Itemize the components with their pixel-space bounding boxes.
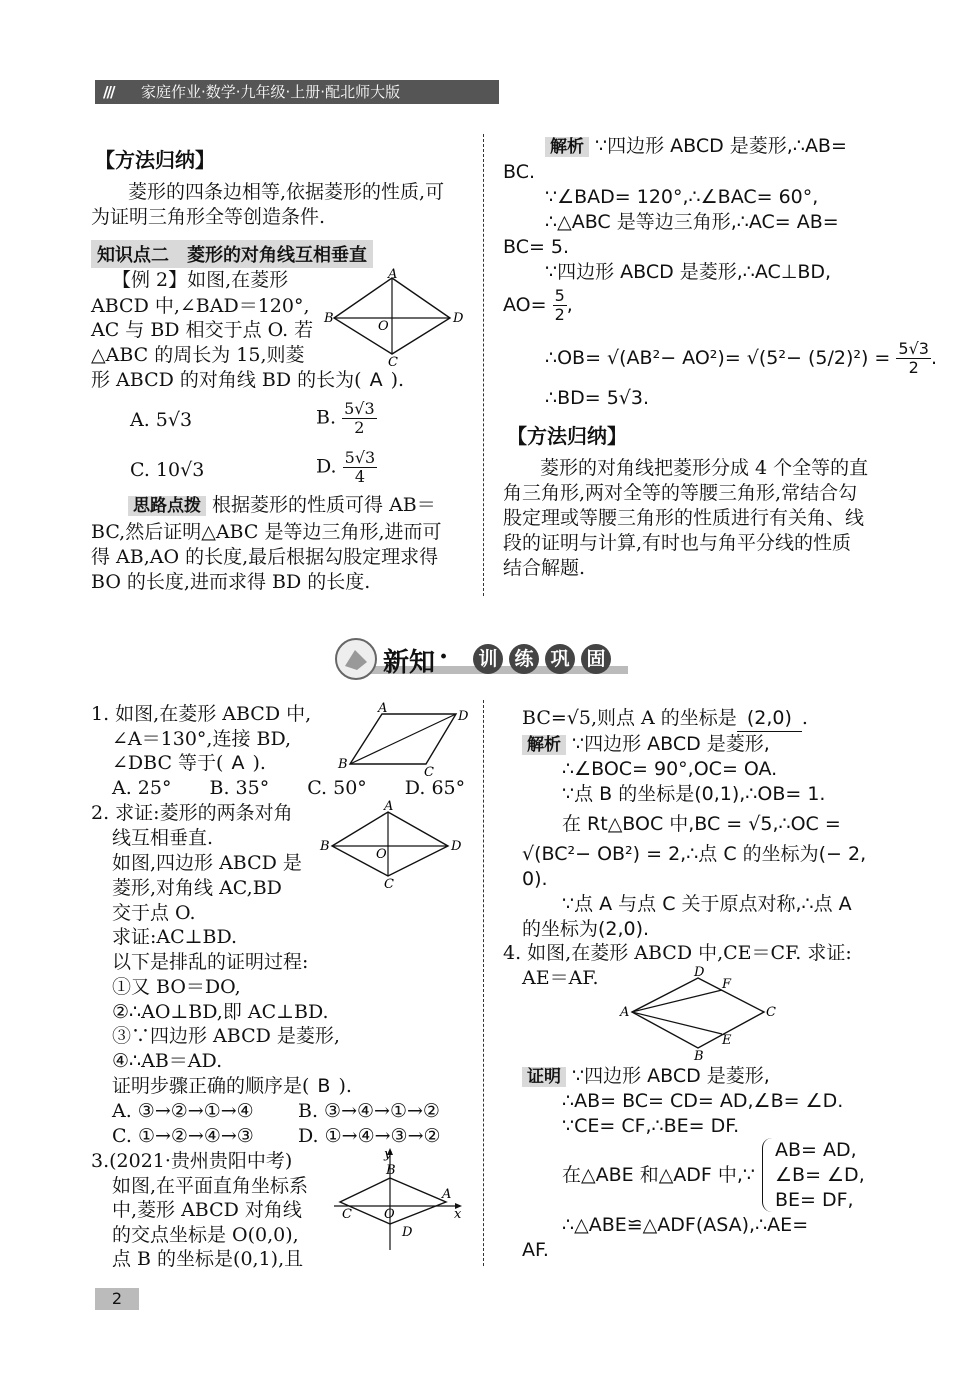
svg-text:A: A	[384, 800, 394, 814]
question-2-text: 求证:AC⊥BD.	[112, 926, 238, 948]
svg-text:C: C	[766, 1005, 776, 1020]
analysis-line: AO= $\frac{5}{2}$ ,	[503, 286, 573, 324]
svg-text:A: A	[378, 702, 388, 716]
method-summary-title: 【方法归纳】	[507, 424, 627, 448]
svg-text:C: C	[388, 355, 398, 366]
svg-text:B: B	[694, 1049, 704, 1062]
question-2-text: 以下是排乱的证明过程:	[112, 951, 309, 973]
svg-text:C: C	[384, 877, 394, 892]
question-3-text: 如图,在平面直角坐标系	[112, 1175, 309, 1197]
option-b: B. ③→④→①→②	[298, 1100, 440, 1122]
option-c: C. ①→②→④→③	[112, 1125, 254, 1147]
analysis-line: ∵四边形 ABCD 是菱形,∴AC⊥BD,	[545, 261, 832, 283]
svg-text:O: O	[384, 1207, 395, 1222]
analysis-line: √(BC²− OB²) = 2,∴点 C 的坐标为(− 2,	[522, 843, 867, 865]
proof-step: ①又 BO＝DO,	[112, 976, 241, 998]
header-title: 家庭作业·数学·九年级·上册·配北师大版	[141, 83, 401, 101]
proof-condition: AB= AD,	[775, 1139, 857, 1161]
option-b: B. $\frac{5√3}{2}$	[316, 399, 375, 437]
proof-condition: BE= DF,	[775, 1189, 854, 1211]
question-3-text: 中,菱形 ABCD 对角线	[112, 1199, 302, 1221]
proof-line: 证明 ∵四边形 ABCD 是菱形,	[522, 1064, 770, 1090]
example-text: ABCD 中,∠BAD＝120°,	[91, 295, 310, 317]
question-2-text: 如图,四边形 ABCD 是	[112, 852, 302, 874]
svg-text:B: B	[338, 757, 348, 772]
proof-step: ④∴AB＝AD.	[112, 1050, 223, 1072]
svg-text:C: C	[424, 765, 434, 776]
analysis-line: 在 Rt△BOC 中,BC = √5,∴OC =	[562, 813, 841, 835]
method-text: 角三角形,两对全等的等腰三角形,常结合勾	[503, 482, 858, 504]
analysis-line: 0).	[522, 868, 548, 890]
answer-blank: (2,0)	[737, 706, 802, 732]
rhombus-figure	[318, 800, 468, 892]
example-text: △ABC 的周长为 15,则菱	[91, 344, 305, 366]
hint-text: BC,然后证明△ABC 是等边三角形,进而可	[91, 521, 442, 543]
option-a: A. 5√3	[130, 409, 193, 431]
hint-text: 得 AB,AO 的长度,最后根据勾股定理求得	[91, 546, 439, 568]
analysis-line: ∴∠BOC= 90°,OC= OA.	[562, 758, 778, 780]
method-text: 为证明三角形全等创造条件.	[91, 206, 326, 228]
banner-dot: ·	[439, 642, 449, 672]
question-1-text: ∠A＝130°,连接 BD,	[112, 728, 292, 750]
banner-char: 练	[509, 644, 539, 674]
svg-text:B: B	[386, 1163, 396, 1178]
analysis-line: ∴OB= √(AB²− AO²)= √(5²− (5/2)²) = $\frac{5√3}{2}$ .	[545, 339, 938, 377]
svg-text:A: A	[388, 268, 398, 282]
analysis-line: ∴△ABC 是等边三角形,∴AC= AB=	[545, 211, 839, 233]
question-3-text: BC=√5,则点 A 的坐标是 (2,0) .	[522, 706, 808, 732]
svg-text:F: F	[722, 977, 732, 992]
knowledge-point-title: 知识点二 菱形的对角线互相垂直	[91, 240, 373, 268]
analysis-line: ∵点 B 的坐标是(0,1),∴OB= 1.	[562, 783, 826, 805]
rhombus-figure	[616, 962, 786, 1062]
answer-text: B	[317, 1075, 331, 1097]
option-d: D. $\frac{5√3}{4}$	[316, 448, 376, 486]
hint-text: 思路点拨 根据菱形的性质可得 AB＝	[128, 493, 436, 519]
analysis-tag: 解析	[545, 137, 589, 157]
analysis-line: 的坐标为(2,0).	[522, 918, 650, 940]
question-2-text: 证明步骤正确的顺序是( B ).	[112, 1075, 352, 1097]
proof-line: AF.	[522, 1239, 549, 1261]
hint-tag: 思路点拨	[128, 496, 206, 516]
svg-text:A: A	[442, 1187, 452, 1202]
question-2-text: 线互相垂直.	[112, 827, 214, 849]
rhombus-figure	[322, 268, 467, 366]
page-number: 2	[95, 1288, 139, 1310]
example-text: AC 与 BD 相交于点 O. 若	[91, 319, 314, 341]
question-1-options: A. 25° B. 35° C. 50° D. 65°	[112, 777, 466, 799]
method-summary-title: 【方法归纳】	[95, 148, 215, 172]
question-1-text: 1. 如图,在菱形 ABCD 中,	[91, 703, 312, 725]
svg-text:x: x	[454, 1207, 462, 1222]
page-header	[95, 80, 499, 104]
method-text: 结合解题.	[503, 557, 586, 579]
svg-text:y: y	[384, 1147, 392, 1162]
analysis-line: 解析 ∵四边形 ABCD 是菱形,	[522, 732, 770, 758]
svg-text:C: C	[342, 1207, 352, 1222]
header-slashes: ///	[103, 83, 114, 101]
svg-text:O: O	[378, 319, 389, 334]
proof-step: ②∴AO⊥BD,即 AC⊥BD.	[112, 1001, 329, 1023]
analysis-line: 解析 ∵四边形 ABCD 是菱形,∴AB=	[545, 134, 847, 160]
proof-line: ∴△ABE≌△ADF(ASA),∴AE=	[562, 1214, 809, 1236]
question-2-text: 菱形,对角线 AC,BD	[112, 877, 282, 899]
parallelogram-figure	[334, 702, 474, 776]
option-d: D. ①→④→③→②	[298, 1125, 441, 1147]
section-banner	[333, 636, 633, 682]
proof-tag: 证明	[522, 1067, 566, 1087]
option-c: C. 10√3	[130, 459, 205, 481]
method-text: 菱形的四条边相等,依据菱形的性质,可	[128, 181, 445, 203]
column-divider-top	[483, 134, 484, 596]
analysis-line: ∴BD= 5√3.	[545, 387, 650, 409]
banner-title-a: 新知	[383, 648, 436, 678]
example-text: 形 ABCD 的对角线 BD 的长为( A ).	[91, 369, 405, 391]
example-text: 【例 2】如图,在菱形	[112, 269, 289, 291]
question-2-text: 2. 求证:菱形的两条对角	[91, 802, 293, 824]
svg-text:A: A	[620, 1005, 630, 1020]
svg-text:B: B	[320, 839, 330, 854]
svg-text:E: E	[722, 1033, 732, 1048]
method-text: 股定理或等腰三角形的性质进行有关角、线	[503, 507, 865, 529]
proof-step: ③∵四边形 ABCD 是菱形,	[112, 1025, 340, 1047]
question-3-text: 3.(2021·贵州贵阳中考)	[91, 1150, 293, 1172]
hint-text: BO 的长度,进而求得 BD 的长度.	[91, 571, 371, 593]
analysis-line: ∵∠BAD= 120°,∴∠BAC= 60°,	[545, 186, 819, 208]
method-text: 菱形的对角线把菱形分成 4 个全等的直	[540, 457, 869, 479]
answer-text: A	[231, 752, 245, 774]
banner-char: 固	[581, 644, 611, 674]
analysis-line: BC.	[503, 161, 536, 183]
svg-text:O: O	[376, 847, 387, 862]
question-3-text: 的交点坐标是 O(0,0),	[112, 1224, 299, 1246]
question-4-text: 4. 如图,在菱形 ABCD 中,CE＝CF. 求证:	[503, 942, 852, 964]
svg-text:D: D	[458, 709, 469, 724]
analysis-tag: 解析	[522, 735, 566, 755]
question-2-text: 交于点 O.	[112, 902, 196, 924]
option-a: A. ③→②→①→④	[112, 1100, 254, 1122]
svg-text:D: D	[453, 311, 464, 326]
proof-line: ∵CE= CF,∴BE= DF.	[562, 1115, 740, 1137]
svg-text:D: D	[402, 1225, 413, 1240]
proof-line: ∴AB= BC= CD= AD,∠B= ∠D.	[562, 1090, 844, 1112]
question-4-text: AE＝AF.	[522, 967, 599, 989]
svg-text:B: B	[324, 311, 334, 326]
question-1-text: ∠DBC 等于( A ).	[112, 752, 266, 774]
svg-text:D: D	[694, 965, 705, 980]
column-divider-bottom	[483, 700, 484, 1266]
banner-char: 巩	[545, 644, 575, 674]
proof-line: 在△ABE 和△ADF 中,∵	[562, 1164, 756, 1186]
svg-text:D: D	[451, 839, 462, 854]
coordinate-rhombus-figure	[330, 1146, 470, 1254]
proof-condition: ∠B= ∠D,	[775, 1164, 865, 1186]
method-text: 段的证明与计算,有时也与角平分线的性质	[503, 532, 852, 554]
banner-char: 训	[473, 644, 503, 674]
question-3-text: 点 B 的坐标是(0,1),且	[112, 1248, 304, 1270]
analysis-line: ∵点 A 与点 C 关于原点对称,∴点 A	[562, 893, 852, 915]
analysis-line: BC= 5.	[503, 236, 570, 258]
answer-text: A	[369, 369, 383, 391]
